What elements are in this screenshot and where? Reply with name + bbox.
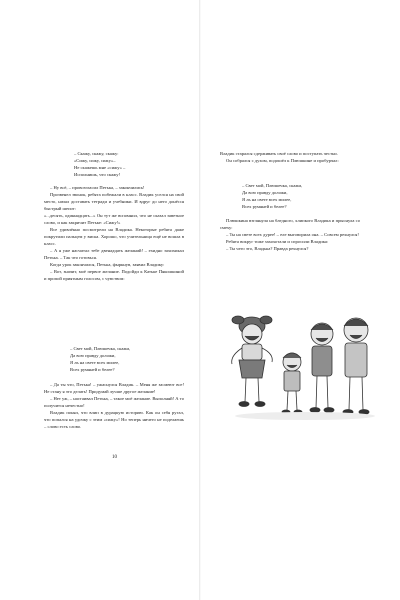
verse-line: Да всю правду доложи, [242, 190, 288, 195]
paragraph: Владик понял, что влип в дурацкую историю. Как он себя ругал, что попался на удочку с этим «сижу»! Но теперь ничего не поделаешь – слово есть слово. [44, 410, 184, 429]
verse-line: Не скажешь мне «сижу» – [74, 165, 126, 170]
paragraph: «...десять, одиннадцать...» Он тут же вспомнил, что не сказал заветное слово, и как закричит Петьке: «Сижу!» [44, 213, 184, 225]
children-illustration [230, 290, 380, 425]
verse-line: Исполнишь, что скажу! [74, 172, 121, 177]
left-verse-2 [44, 345, 184, 373]
verse-line: Я ль на свете всех милее, [70, 360, 120, 365]
boy-vest-figure [310, 323, 334, 413]
page-number: 10 [112, 455, 117, 460]
verse-line: – Скажу, скажу, скажу: [74, 151, 119, 156]
paragraph: Владик старался сдерживать своё слово и поступать честно. [220, 151, 338, 156]
boy-tall-figure [343, 318, 369, 415]
paragraph: – Ну всё, – провозгласил Петька, – закончились! [50, 185, 145, 190]
paragraph: Плюшкина взглянула на бледного, хлипкого Владика и прыснула со смеху: [220, 218, 360, 230]
paragraph: – Нет уж, – настаивал Петька, – такое моё желание. Выполняй! А то получится нечестно! [44, 396, 184, 408]
right-paragraphs-2 [220, 217, 360, 252]
verse-line: Да всю правду доложи, [70, 353, 116, 358]
paragraph: – А я уже насчитал тебе двенадцать желаний! – ехидно захихикал Петька. – Так что готовься. [44, 248, 184, 260]
left-paragraphs-1 [44, 184, 184, 282]
left-paragraphs-2 [44, 381, 184, 430]
paragraph: – Вот, значит, моё первое желание. Подойди к Катьке Пякошкиной и пропой приятным голосом, с чувством: [44, 269, 184, 281]
left-verse-1 [44, 150, 184, 178]
paragraph: Ребята вокруг тоже захохотали и спросили Владика: [226, 239, 329, 244]
paragraph: Когда урок закончился, Петька, фыркнув, заявил Владику: [50, 262, 165, 267]
paragraph: – Ты на свете всех дурее! – еле выговорила она. – Совсем рехнулся! [226, 232, 359, 237]
paragraph: Прозвенел звонок, ребята побежали в класс. Владик уселся на свой место, начал доставать тетради и учебники. И вдруг до него донёсся быстрый шепот: [44, 192, 184, 211]
right-paragraphs-1 [220, 150, 360, 164]
paragraph: – Ты чего это, Владька? Правда рехнулся? [226, 246, 309, 251]
verse-line: «Сижу, сижу, сижу»– [74, 158, 116, 163]
paragraph: – Да ты что, Петька! – ужаснулся Владик. – Меня же засмеют все! Не стану я это делать! Придумай лучше другое желание! [44, 382, 184, 394]
right-page [200, 0, 400, 600]
verse-line: Всех румяней и белее? [70, 367, 115, 372]
girl-figure [232, 316, 273, 407]
right-verse [220, 182, 360, 210]
verse-line: – Свет мой, Плюшечка, скажи, [70, 346, 131, 351]
boy-small-figure [282, 353, 302, 414]
paragraph: Он собрался с духом, подошёл к Плюшкине и пробурчал: [226, 158, 339, 163]
verse-line: Всех румяней и белее? [242, 204, 287, 209]
paragraph: Все удивлённо посмотрели на Владика. Некоторые ребята даже покрутили пальцем у виска. Хорошо, что учительница ещё не вошла в класс. [44, 227, 184, 246]
verse-line: Я ль на свете всех милее, [242, 197, 292, 202]
verse-line: – Свет мой, Плюшечка, скажи, [242, 183, 303, 188]
